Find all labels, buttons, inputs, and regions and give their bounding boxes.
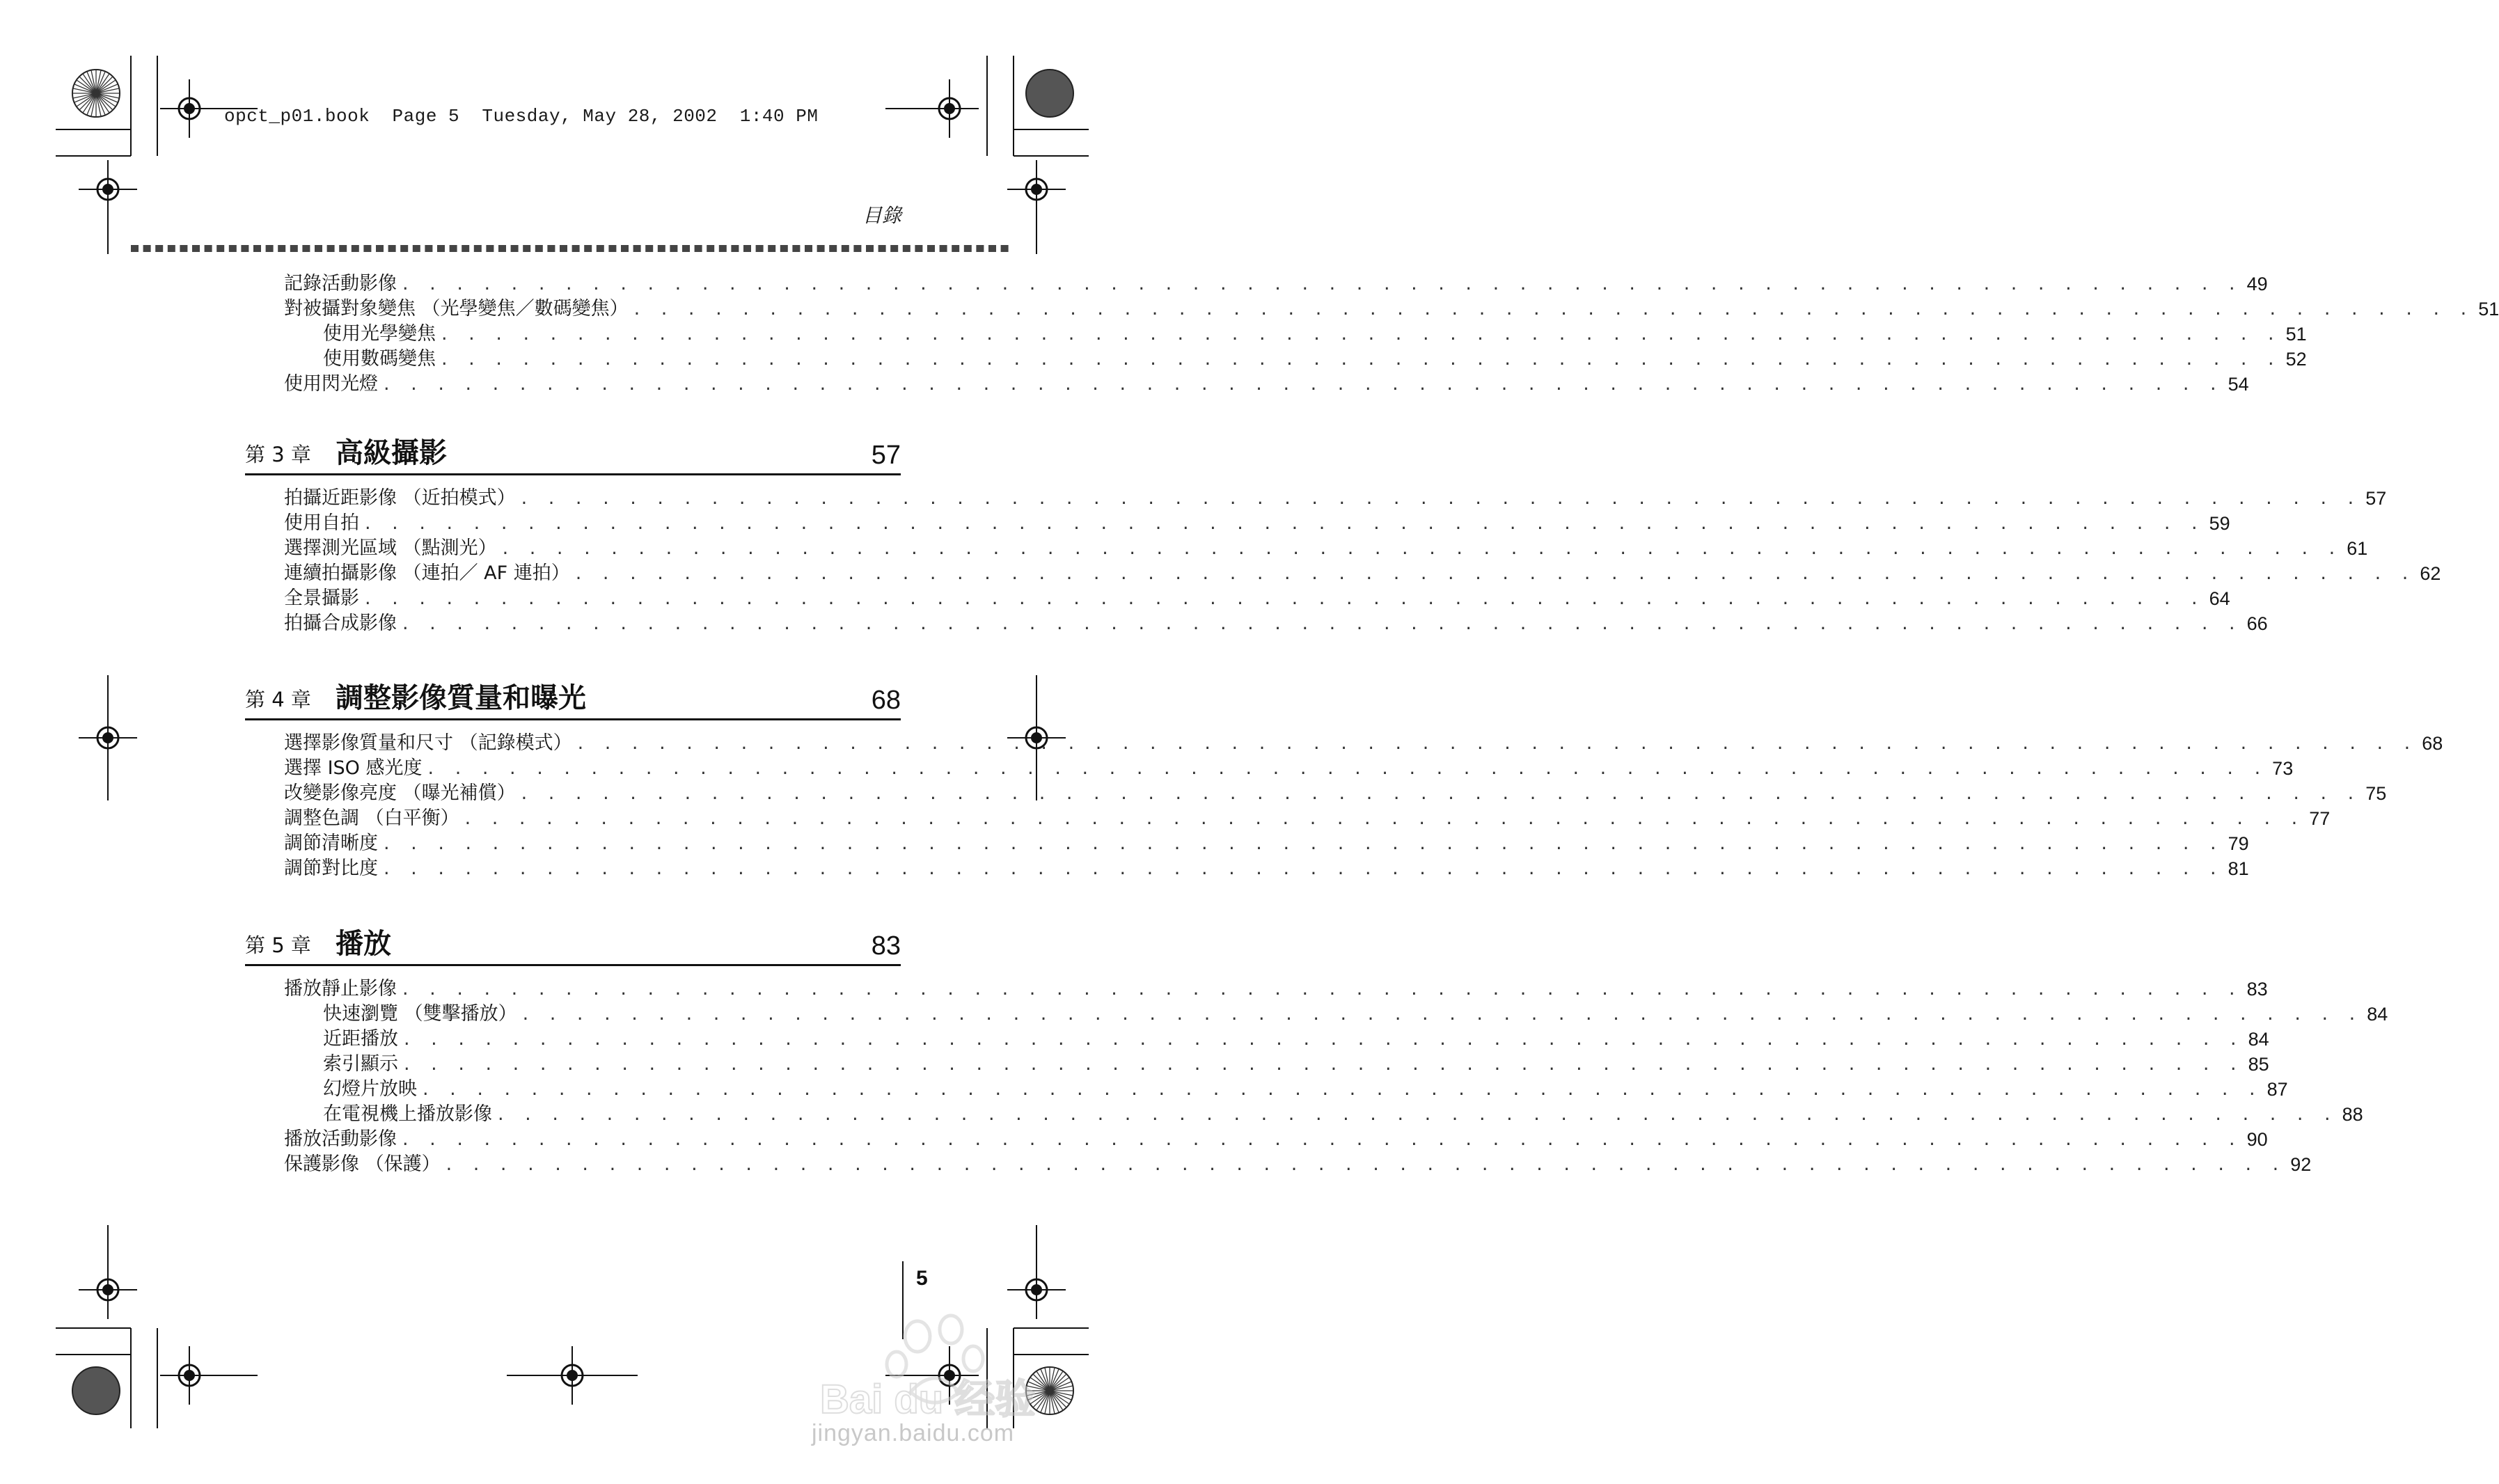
toc-leader-dots: . . . . . . . . . . . . . . . . . . . . . . . . . . . . . . . . . . . . . . . . . . . . . . . . . . . . . . . . . . . . . . . . . . . . <box>365 587 2205 609</box>
toc-entry <box>284 561 2441 586</box>
toc-entry <box>284 372 2249 397</box>
rule-dash <box>731 245 739 252</box>
toc-entry <box>284 586 2230 611</box>
chapter-label: 第 5 章 <box>245 933 311 957</box>
rule-dash <box>339 245 347 252</box>
rule-dash <box>425 245 432 252</box>
toc-entry-page: 77 <box>2309 808 2331 829</box>
rule-dash <box>853 245 861 252</box>
toc-entry-page: 54 <box>2228 374 2249 395</box>
watermark-logo-text: Bai du 经验 <box>820 1377 1036 1422</box>
toc-entry-title: 全景攝影 <box>284 587 359 609</box>
rule-dash <box>890 245 898 252</box>
toc-entry-page: 88 <box>2342 1104 2363 1125</box>
toc-entry-title: 在電視機上播放影像 <box>323 1103 492 1125</box>
toc-entry <box>323 1077 2288 1102</box>
toc-leader-dots: . . . . . . . . . . . . . . . . . . . . . . . . . . . . . . . . . . . . . . . . . . . . . . . . . . . . . . . . . . . . . . . . . . . . <box>633 298 2475 319</box>
rule-dash <box>682 245 690 252</box>
watermark-logo <box>813 1309 1078 1427</box>
rule-dash <box>842 245 849 252</box>
rule-dash <box>658 245 665 252</box>
toc-entry-title: 使用自拍 <box>284 512 359 534</box>
toc-leader-dots: . . . . . . . . . . . . . . . . . . . . . . . . . . . . . . . . . . . . . . . . . . . . . . . . . . . . . . . . . . . . . . . . . . . . <box>384 832 2224 854</box>
rule-dash <box>866 245 874 252</box>
toc-leader-dots: . . . . . . . . . . . . . . . . . . . . . . . . . . . . . . . . . . . . . . . . . . . . . . . . . . . . . . . . . . . . . . . . . . . . <box>441 323 2282 345</box>
rule-dash <box>278 245 285 252</box>
toc-entry-page: 66 <box>2246 613 2268 634</box>
rule-dash <box>413 245 420 252</box>
toc-entry-title: 幻燈片放映 <box>323 1078 417 1100</box>
toc-leader-dots: . . . . . . . . . . . . . . . . . . . . . . . . . . . . . . . . . . . . . . . . . . . . . . . . . . . . . . . . . . . . . . . . . . . . <box>575 562 2416 584</box>
toc-leader-dots: . . . . . . . . . . . . . . . . . . . . . . . . . . . . . . . . . . . . . . . . . . . . . . . . . . . . . . . . . . . . . . . . . . . . <box>464 807 2305 829</box>
chapter-page: 57 <box>871 441 901 470</box>
rule-dash <box>363 245 371 252</box>
rule-dash <box>829 245 837 252</box>
toc-entry <box>284 731 2443 756</box>
toc-leader-dots: . . . . . . . . . . . . . . . . . . . . . . . . . . . . . . . . . . . . . . . . . . . . . . . . . . . . . . . . . . . . . . . . . . . . <box>402 613 2243 634</box>
toc-leader-dots: . . . . . . . . . . . . . . . . . . . . . . . . . . . . . . . . . . . . . . . . . . . . . . . . . . . . . . . . . . . . . . . . . . . . <box>365 512 2205 534</box>
rule-dash <box>707 245 714 252</box>
rule-dash <box>168 245 175 252</box>
chapter-label: 第 4 章 <box>245 688 311 711</box>
dashed-rule <box>131 244 1015 253</box>
toc-leader-dots: . . . . . . . . . . . . . . . . . . . . . . . . . . . . . . . . . . . . . . . . . . . . . . . . . . . . . . . . . . . . . . . . . . . . <box>402 1128 2243 1150</box>
toc-entry-title: 保護影像 （保護） <box>284 1153 441 1175</box>
toc-entry-title: 拍攝合成影像 <box>284 613 397 634</box>
toc-entry <box>284 1152 2312 1177</box>
toc-leader-dots: . . . . . . . . . . . . . . . . . . . . . . . . . . . . . . . . . . . . . . . . . . . . . . . . . . . . . . . . . . . . . . . . . . . . <box>521 487 2362 509</box>
toc-entry <box>284 297 2499 322</box>
rule-dash <box>805 245 812 252</box>
chapter-heading <box>245 437 901 475</box>
toc-entry-page: 64 <box>2209 588 2230 609</box>
rule-dash <box>915 245 922 252</box>
toc-entry-page: 73 <box>2272 758 2294 779</box>
toc-entry-page: 75 <box>2365 783 2387 804</box>
rule-dash <box>192 245 200 252</box>
rule-dash <box>290 245 298 252</box>
toc-entry <box>323 322 2307 347</box>
rule-dash <box>253 245 261 252</box>
rule-dash <box>584 245 592 252</box>
toc-entry-page: 57 <box>2365 488 2387 509</box>
toc-entry-title: 索引顯示 <box>323 1053 398 1075</box>
toc-entry-page: 49 <box>2246 274 2268 294</box>
toc-entry <box>284 756 2294 781</box>
toc-entry <box>323 1102 2363 1127</box>
toc-leader-dots: . . . . . . . . . . . . . . . . . . . . . . . . . . . . . . . . . . . . . . . . . . . . . . . . . . . . . . . . . . . . . . . . . . . . <box>521 782 2362 804</box>
chapter-page: 83 <box>871 931 901 961</box>
rule-dash <box>719 245 727 252</box>
rule-dash <box>143 245 151 252</box>
rule-dash <box>976 245 984 252</box>
rule-dash <box>437 245 445 252</box>
rule-dash <box>155 245 163 252</box>
toc-entry-title: 選擇影像質量和尺寸 （記錄模式） <box>284 732 572 754</box>
toc-entry-page: 81 <box>2228 858 2249 879</box>
rule-dash <box>327 245 335 252</box>
toc-entry-page: 51 <box>2478 299 2499 319</box>
toc-entry-title: 記錄活動影像 <box>284 273 397 294</box>
toc-entry <box>284 1127 2268 1152</box>
rule-dash <box>474 245 482 252</box>
toc-entry-title: 改變影像亮度 （曝光補償） <box>284 782 516 804</box>
toc-entry-title: 調節對比度 <box>284 858 378 879</box>
toc-entry <box>323 1002 2388 1027</box>
rule-dash <box>302 245 310 252</box>
rule-dash <box>621 245 629 252</box>
rule-dash <box>180 245 187 252</box>
toc-leader-dots: . . . . . . . . . . . . . . . . . . . . . . . . . . . . . . . . . . . . . . . . . . . . . . . . . . . . . . . . . . . . . . . . . . . . <box>404 1053 2244 1075</box>
toc-entry <box>323 347 2307 372</box>
chapter-title: 播放 <box>336 928 391 960</box>
rule-dash <box>572 245 580 252</box>
running-head: 目錄 <box>862 204 901 227</box>
toc-entry-page: 52 <box>2285 349 2307 370</box>
rule-dash <box>216 245 224 252</box>
rule-dash <box>633 245 641 252</box>
rule-dash <box>266 245 274 252</box>
toc-entry-page: 62 <box>2420 563 2441 584</box>
toc-entry-title: 播放活動影像 <box>284 1128 397 1150</box>
toc-entry <box>284 511 2230 536</box>
toc-entry <box>284 486 2387 511</box>
rule-dash <box>376 245 384 252</box>
toc-entry-page: 90 <box>2246 1129 2268 1150</box>
rule-dash <box>450 245 457 252</box>
toc-entry-title: 使用光學變焦 <box>323 323 436 345</box>
toc-entry-title: 近距播放 <box>323 1028 398 1050</box>
toc-entry-page: 92 <box>2290 1154 2312 1175</box>
toc-entry <box>323 1027 2269 1052</box>
toc-leader-dots: . . . . . . . . . . . . . . . . . . . . . . . . . . . . . . . . . . . . . . . . . . . . . . . . . . . . . . . . . . . . . . . . . . . . <box>384 858 2224 879</box>
rule-dash <box>597 245 604 252</box>
toc-entry-title: 調節清晰度 <box>284 832 378 854</box>
toc-leader-dots: . . . . . . . . . . . . . . . . . . . . . . . . . . . . . . . . . . . . . . . . . . . . . . . . . . . . . . . . . . . . . . . . . . . . <box>522 1003 2363 1025</box>
rule-dash <box>486 245 494 252</box>
toc-entry-page: 79 <box>2228 833 2249 854</box>
chapter-label: 第 3 章 <box>245 443 311 466</box>
toc-leader-dots: . . . . . . . . . . . . . . . . . . . . . . . . . . . . . . . . . . . . . . . . . . . . . . . . . . . . . . . . . . . . . . . . . . . . <box>502 537 2343 559</box>
rule-dash <box>560 245 567 252</box>
rule-dash <box>903 245 910 252</box>
rule-dash <box>780 245 788 252</box>
rule-dash <box>792 245 800 252</box>
toc-entry-title: 選擇 ISO 感光度 <box>284 757 423 779</box>
rule-dash <box>927 245 935 252</box>
rule-dash <box>940 245 947 252</box>
chapter-heading <box>245 682 901 720</box>
toc-entry <box>284 806 2331 831</box>
page-number: 5 <box>916 1267 928 1290</box>
toc-leader-dots: . . . . . . . . . . . . . . . . . . . . . . . . . . . . . . . . . . . . . . . . . . . . . . . . . . . . . . . . . . . . . . . . . . . . <box>402 273 2243 294</box>
toc-entry <box>284 831 2249 856</box>
rule-dash <box>400 245 408 252</box>
toc-entry-page: 85 <box>2248 1054 2269 1075</box>
toc-entry <box>284 271 2268 297</box>
rule-dash <box>352 245 359 252</box>
toc-entry-page: 87 <box>2267 1079 2288 1100</box>
rule-dash <box>695 245 702 252</box>
toc-entry-page: 51 <box>2285 324 2307 345</box>
rule-dash <box>131 245 139 252</box>
toc-entry-title: 連續拍攝影像 （連拍／ AF 連拍） <box>284 562 570 584</box>
rule-dash <box>756 245 764 252</box>
rule-dash <box>670 245 677 252</box>
toc-entry-page: 84 <box>2248 1029 2269 1050</box>
file-header: opct_p01.book Page 5 Tuesday, May 28, 2002 1:40 PM <box>224 106 819 127</box>
rule-dash <box>964 245 972 252</box>
toc-leader-dots: . . . . . . . . . . . . . . . . . . . . . . . . . . . . . . . . . . . . . . . . . . . . . . . . . . . . . . . . . . . . . . . . . . . . <box>498 1103 2338 1125</box>
toc-entry <box>284 856 2249 881</box>
rule-dash <box>952 245 959 252</box>
toc-entry <box>284 536 2368 561</box>
rule-dash <box>743 245 751 252</box>
rule-dash <box>535 245 543 252</box>
toc-entry-title: 拍攝近距影像 （近拍模式） <box>284 487 516 509</box>
toc-entry-title: 使用閃光燈 <box>284 373 378 395</box>
chapter-title: 高級攝影 <box>336 437 447 469</box>
toc-leader-dots: . . . . . . . . . . . . . . . . . . . . . . . . . . . . . . . . . . . . . . . . . . . . . . . . . . . . . . . . . . . . . . . . . . . . <box>577 732 2418 754</box>
toc-entry-title: 對被攝對象變焦 （光學變焦／數碼變焦） <box>284 298 629 319</box>
toc-entry-title: 快速瀏覽 （雙擊播放） <box>323 1003 517 1025</box>
toc-leader-dots: . . . . . . . . . . . . . . . . . . . . . . . . . . . . . . . . . . . . . . . . . . . . . . . . . . . . . . . . . . . . . . . . . . . . <box>446 1153 2287 1175</box>
rule-dash <box>388 245 396 252</box>
toc-leader-dots: . . . . . . . . . . . . . . . . . . . . . . . . . . . . . . . . . . . . . . . . . . . . . . . . . . . . . . . . . . . . . . . . . . . . <box>427 757 2269 779</box>
toc-entry <box>284 977 2268 1002</box>
toc-leader-dots: . . . . . . . . . . . . . . . . . . . . . . . . . . . . . . . . . . . . . . . . . . . . . . . . . . . . . . . . . . . . . . . . . . . . <box>423 1078 2263 1100</box>
toc-entry-title: 播放靜止影像 <box>284 978 397 1000</box>
toc-entry-page: 84 <box>2367 1004 2388 1025</box>
rule-dash <box>315 245 322 252</box>
rule-dash <box>608 245 616 252</box>
rule-dash <box>1001 245 1009 252</box>
rule-dash <box>878 245 886 252</box>
rule-dash <box>511 245 519 252</box>
chapter-heading <box>245 928 901 966</box>
toc-leader-dots: . . . . . . . . . . . . . . . . . . . . . . . . . . . . . . . . . . . . . . . . . . . . . . . . . . . . . . . . . . . . . . . . . . . . <box>384 373 2224 395</box>
toc-entry-title: 使用數碼變焦 <box>323 348 436 370</box>
toc-entry <box>323 1052 2269 1077</box>
rule-dash <box>205 245 212 252</box>
toc-leader-dots: . . . . . . . . . . . . . . . . . . . . . . . . . . . . . . . . . . . . . . . . . . . . . . . . . . . . . . . . . . . . . . . . . . . . <box>402 978 2243 1000</box>
watermark-url: jingyan.baidu.com <box>812 1420 1015 1446</box>
toc-entry <box>284 781 2387 806</box>
rule-dash <box>523 245 530 252</box>
rule-dash <box>817 245 825 252</box>
toc-entry-page: 83 <box>2246 979 2268 1000</box>
rule-dash <box>229 245 237 252</box>
chapter-title: 調整影像質量和曝光 <box>336 682 586 714</box>
toc-entry-page: 68 <box>2422 733 2443 754</box>
rule-dash <box>768 245 775 252</box>
toc-entry <box>284 611 2268 636</box>
rule-dash <box>645 245 653 252</box>
rule-dash <box>988 245 996 252</box>
chapter-page: 68 <box>871 686 901 715</box>
toc-leader-dots: . . . . . . . . . . . . . . . . . . . . . . . . . . . . . . . . . . . . . . . . . . . . . . . . . . . . . . . . . . . . . . . . . . . . <box>441 348 2282 370</box>
rule-dash <box>498 245 506 252</box>
toc-entry-page: 61 <box>2347 538 2368 559</box>
rule-dash <box>462 245 469 252</box>
toc-leader-dots: . . . . . . . . . . . . . . . . . . . . . . . . . . . . . . . . . . . . . . . . . . . . . . . . . . . . . . . . . . . . . . . . . . . . <box>404 1028 2244 1050</box>
toc-entry-title: 調整色調 （白平衡） <box>284 807 459 829</box>
toc-entry-page: 59 <box>2209 513 2230 534</box>
rule-dash <box>241 245 249 252</box>
rule-dash <box>547 245 555 252</box>
toc-entry-title: 選擇測光區域 （點測光） <box>284 537 497 559</box>
